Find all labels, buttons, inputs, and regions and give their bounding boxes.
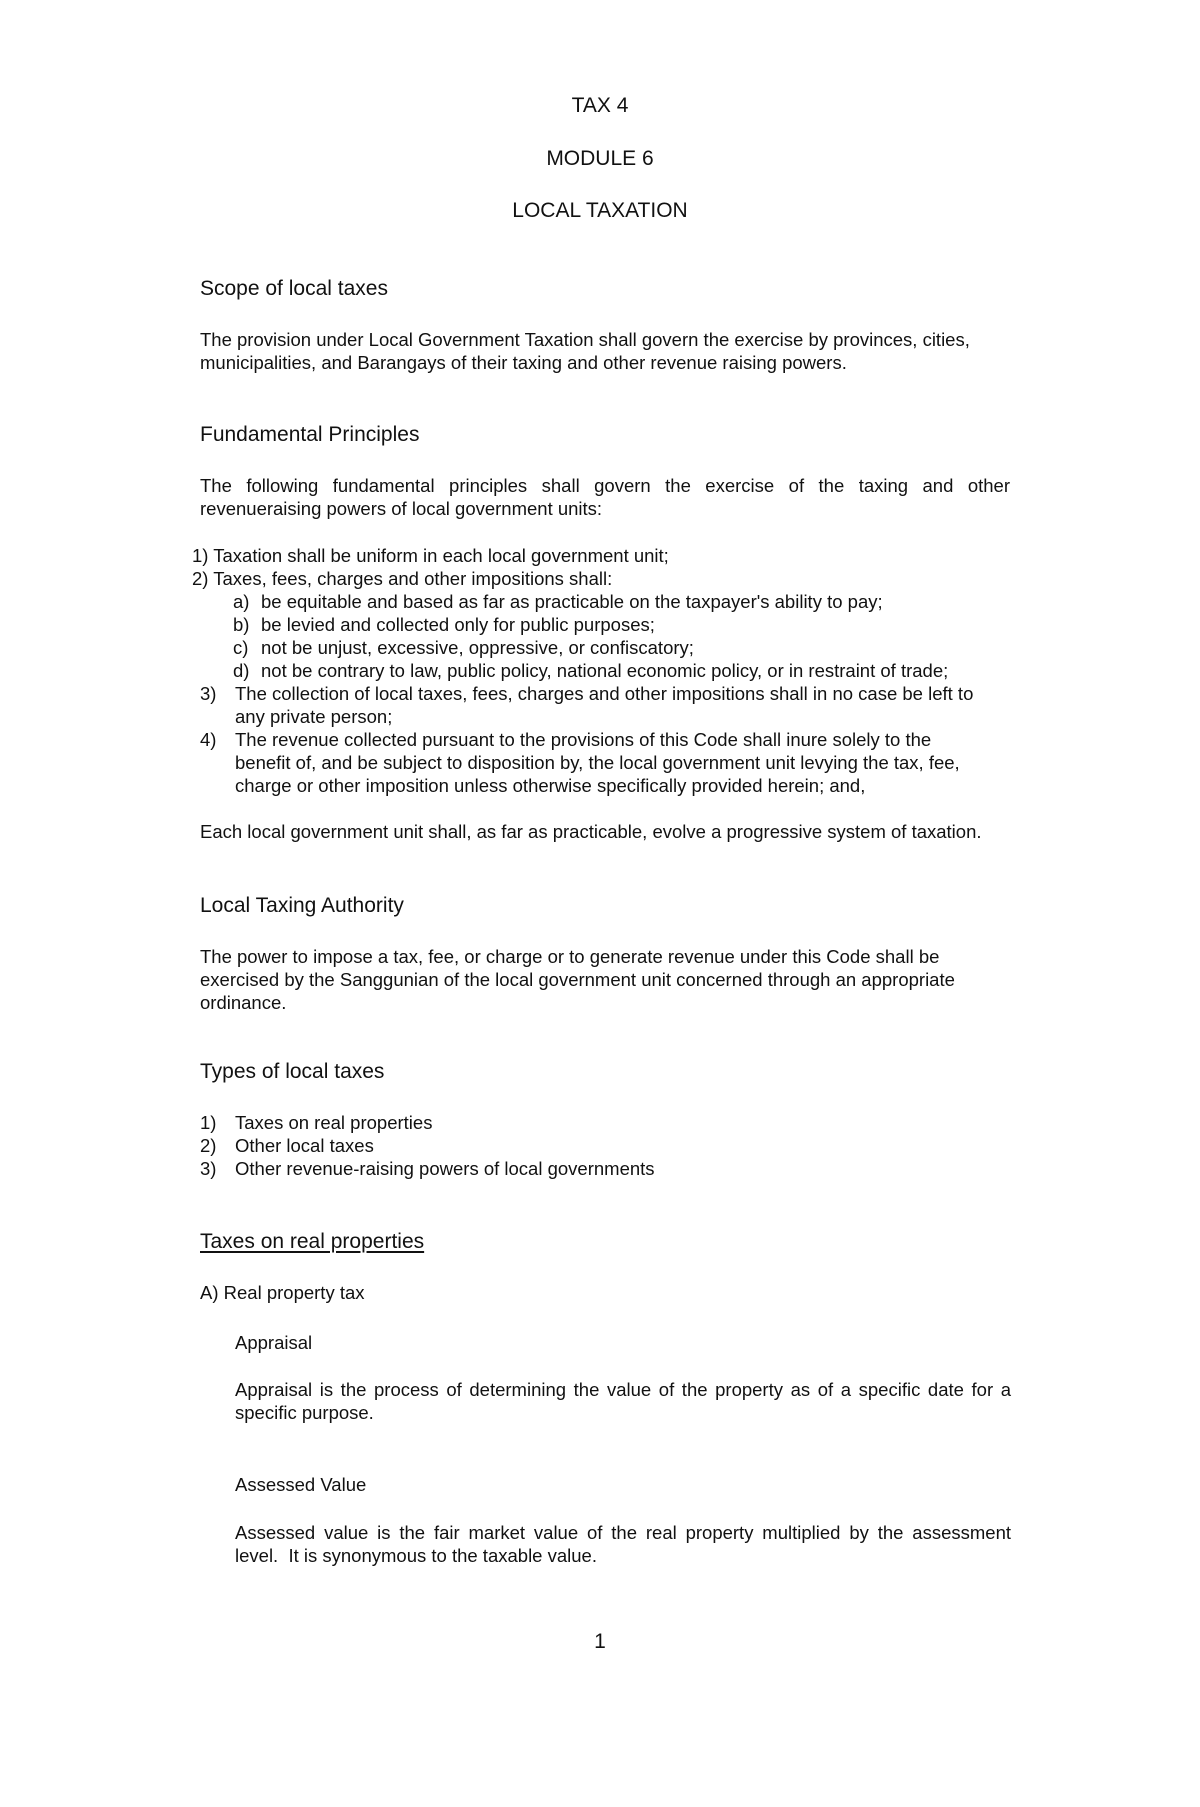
sub-item-text: be equitable and based as far as practicable on the taxpayer's ability to pay; (261, 591, 883, 612)
fundamental-intro-line-2: revenueraising powers of local government units: (200, 498, 603, 519)
item-label: 1) (200, 1112, 217, 1133)
scope-paragraph-line-2: municipalities, and Barangays of their taxing and other revenue raising powers. (200, 352, 847, 373)
item-line-2: benefit of, and be subject to disposition by, the local government unit levying the tax, fee, (235, 752, 960, 773)
item-line-2: any private person; (235, 706, 393, 727)
scope-paragraph-line-1: The provision under Local Government Taxation shall govern the exercise by provinces, cities, (200, 329, 970, 350)
principle-item-1: 1) Taxation shall be uniform in each local government unit; (192, 545, 669, 566)
item-text: Other local taxes (235, 1135, 374, 1156)
sub-item-label: d) (233, 660, 250, 681)
item-label: 4) (200, 729, 217, 750)
item-line-1: The revenue collected pursuant to the provisions of this Code shall inure solely to the (235, 729, 932, 750)
authority-line-2: exercised by the Sanggunian of the local government unit concerned through an appropriate (200, 969, 955, 990)
fundamental-heading: Fundamental Principles (200, 423, 420, 446)
sub-item-label: a) (233, 591, 250, 612)
authority-line-3: ordinance. (200, 992, 287, 1013)
item-label: 2) (200, 1135, 217, 1156)
fundamental-intro-line-1: The following fundamental principles shall govern the exercise of the taxing and other (200, 475, 1010, 496)
sub-item-text: not be contrary to law, public policy, national economic policy, or in restraint of trade; (261, 660, 949, 681)
fundamental-closing: Each local government unit shall, as far as practicable, evolve a progressive system of taxation. (200, 821, 982, 842)
item-text: Other revenue-raising powers of local governments (235, 1158, 655, 1179)
appraisal-line-1: Appraisal is the process of determining the value of the property as of a specific date for a (235, 1379, 1011, 1400)
assessed-value-line-1: Assessed value is the fair market value of the real property multiplied by the assessment (235, 1522, 1011, 1543)
doc-title-tax4: TAX 4 (571, 94, 629, 117)
sub-item-label: b) (233, 614, 250, 635)
item-text: Taxes on real properties (235, 1112, 433, 1133)
sub-item-label: c) (233, 637, 249, 658)
item-line-1: The collection of local taxes, fees, charges and other impositions shall in no case be left to (235, 683, 974, 704)
appraisal-title: Appraisal (235, 1332, 313, 1353)
real-properties-heading: Taxes on real properties (200, 1230, 425, 1253)
real-property-tax-subheading: A) Real property tax (200, 1282, 365, 1303)
assessed-value-title: Assessed Value (235, 1474, 367, 1495)
assessed-value-line-2: level. It is synonymous to the taxable value. (235, 1545, 597, 1566)
authority-line-1: The power to impose a tax, fee, or charge or to generate revenue under this Code shall be (200, 946, 940, 967)
item-label: 3) (200, 1158, 217, 1179)
doc-title-local-taxation: LOCAL TAXATION (512, 199, 688, 222)
doc-title-module: MODULE 6 (546, 147, 654, 170)
appraisal-line-2: specific purpose. (235, 1402, 374, 1423)
scope-heading: Scope of local taxes (200, 277, 388, 300)
principle-item-2: 2) Taxes, fees, charges and other impositions shall: (192, 568, 613, 589)
item-label: 3) (200, 683, 217, 704)
authority-heading: Local Taxing Authority (200, 894, 404, 917)
types-heading: Types of local taxes (200, 1060, 385, 1083)
page-number: 1 (594, 1630, 606, 1653)
sub-item-text: be levied and collected only for public purposes; (261, 614, 655, 635)
item-line-3: charge or other imposition unless otherwise specifically provided herein; and, (235, 775, 866, 796)
sub-item-text: not be unjust, excessive, oppressive, or confiscatory; (261, 637, 694, 658)
